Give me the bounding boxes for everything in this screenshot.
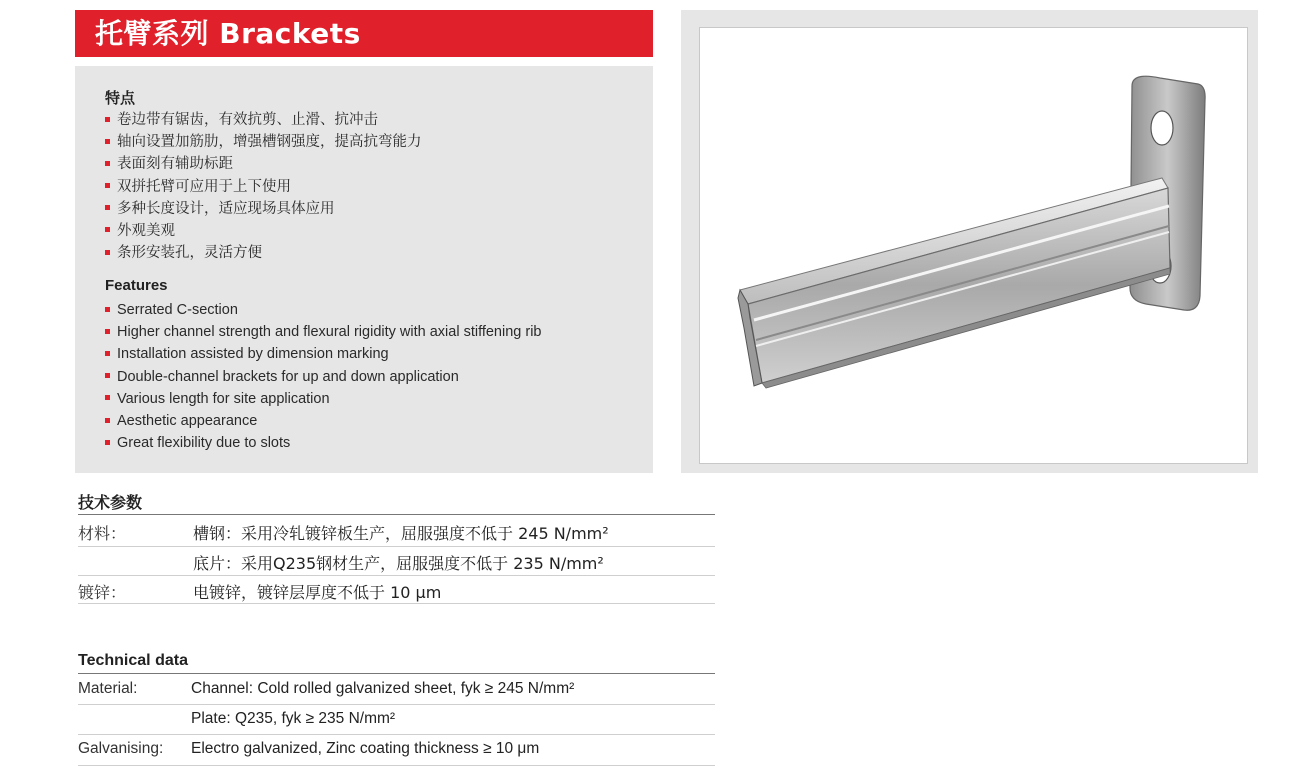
page-title: 托臂系列 Brackets — [75, 10, 653, 57]
bullet-icon — [105, 351, 110, 356]
list-item: 外观美观 — [105, 220, 422, 242]
material-label: Material: — [78, 680, 138, 697]
bracket-illustration — [700, 28, 1247, 463]
bullet-icon — [105, 161, 110, 166]
list-item: 卷边带有锯齿，有效抗剪、止滑、抗冲击 — [105, 109, 422, 131]
material-value: 底片：采用Q235钢材生产，屈服强度不低于 235 N/mm² — [193, 554, 604, 573]
bullet-icon — [105, 440, 110, 445]
features-panel — [75, 66, 653, 473]
galvanising-label: Galvanising: — [78, 740, 164, 757]
bullet-icon — [105, 227, 110, 232]
table-row — [78, 704, 715, 735]
bracket-product-image — [699, 27, 1248, 464]
table-row — [78, 575, 715, 604]
features-en-list — [105, 299, 542, 454]
bullet-icon — [105, 139, 110, 144]
bullet-icon — [105, 418, 110, 423]
list-item: 轴向设置加筋肋，增强槽钢强度，提高抗弯能力 — [105, 131, 422, 153]
product-image-frame — [681, 10, 1258, 473]
list-item: 多种长度设计，适应现场具体应用 — [105, 198, 422, 220]
list-item: Great flexibility due to slots — [105, 432, 542, 454]
galvanising-value: Electro galvanized, Zinc coating thickness ≥ 10 μm — [191, 740, 540, 757]
galvanising-value: 电镀锌，镀锌层厚度不低于 10 μm — [193, 583, 442, 602]
table-row — [78, 546, 715, 576]
list-item: Serrated C-section — [105, 299, 542, 321]
bullet-icon — [105, 373, 110, 378]
bullet-icon — [105, 395, 110, 400]
bullet-icon — [105, 117, 110, 122]
tech-cn-heading: 技术参数 — [78, 493, 143, 512]
list-item: Aesthetic appearance — [105, 410, 542, 432]
table-row — [78, 674, 715, 705]
material-value: Plate: Q235, fyk ≥ 235 N/mm² — [191, 710, 396, 727]
features-en-heading: Features — [105, 277, 168, 294]
list-item: Double-channel brackets for up and down application — [105, 366, 542, 388]
material-label: 材料： — [78, 524, 127, 543]
bullet-icon — [105, 307, 110, 312]
bullet-icon — [105, 250, 110, 255]
features-cn-list — [105, 109, 422, 264]
bullet-icon — [105, 183, 110, 188]
list-item: Installation assisted by dimension marking — [105, 343, 542, 365]
bullet-icon — [105, 329, 110, 334]
material-value: 槽钢：采用冷轧镀锌板生产，屈服强度不低于 245 N/mm² — [193, 524, 609, 543]
list-item: 双拼托臂可应用于上下使用 — [105, 176, 422, 198]
features-cn-heading: 特点 — [105, 89, 136, 107]
list-item: 表面刻有辅助标距 — [105, 153, 422, 175]
tech-en-heading: Technical data — [78, 652, 188, 669]
bullet-icon — [105, 205, 110, 210]
list-item: Various length for site application — [105, 388, 542, 410]
table-row — [78, 734, 715, 766]
material-value: Channel: Cold rolled galvanized sheet, fyk ≥ 245 N/mm² — [191, 680, 575, 697]
list-item: 条形安装孔，灵活方便 — [105, 242, 422, 264]
galvanising-label: 镀锌： — [78, 583, 127, 602]
table-row — [78, 515, 715, 547]
list-item: Higher channel strength and flexural rigidity with axial stiffening rib — [105, 321, 542, 343]
